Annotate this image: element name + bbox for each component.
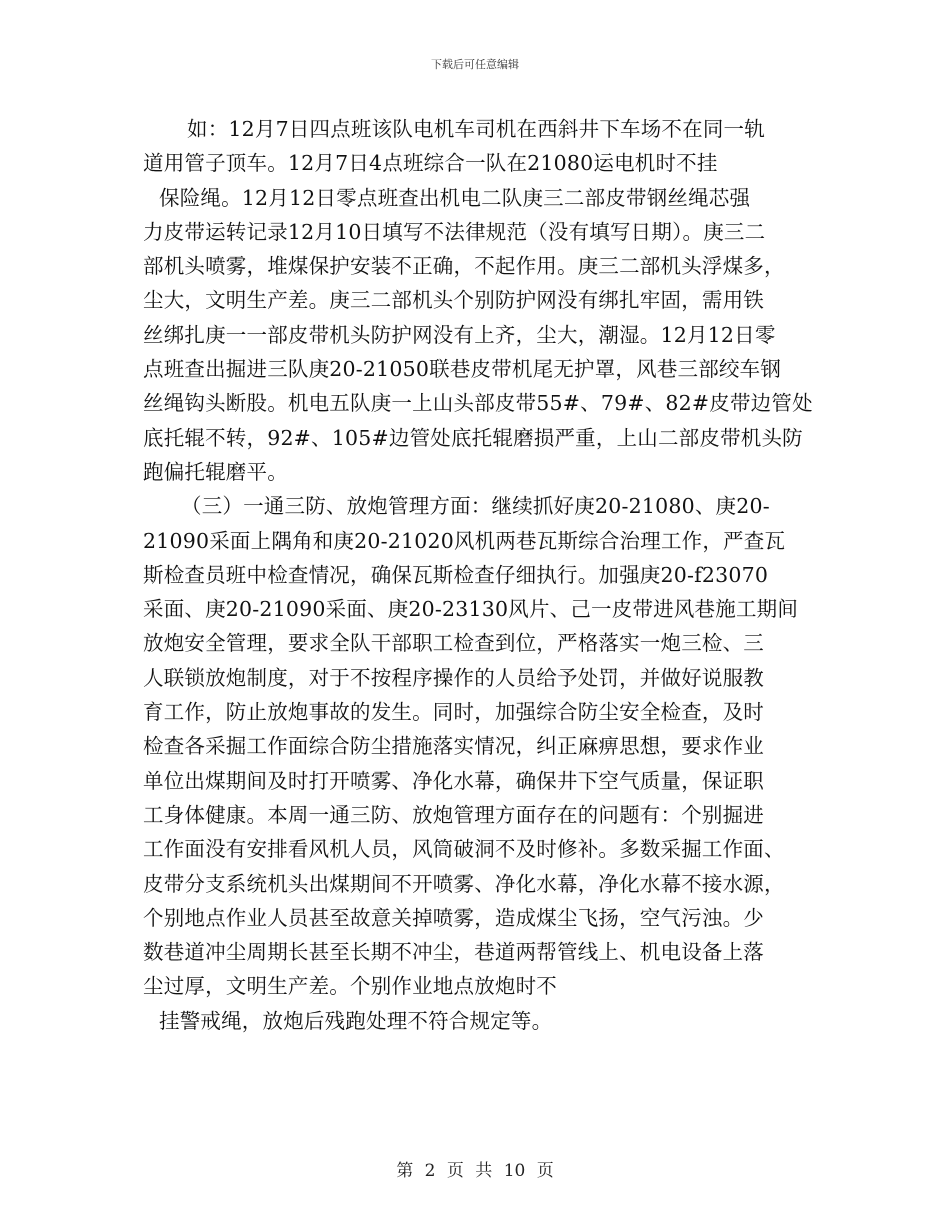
text-line: 道用管子顶车。12月7日4点班综合一队在21080运电机时不挂 — [143, 151, 718, 176]
page-header-note: 下载后可任意编辑 — [431, 58, 519, 71]
text-line: 底托辊不转，92#、105#边管处底托辊磨损严重，上山二部皮带机头防 — [143, 425, 803, 450]
document-body — [143, 112, 811, 1038]
text-line: 放炮安全管理，要求全队干部职工检查到位，严格落实一炮三检、三 — [143, 631, 764, 656]
text-line: 丝绑扎庚一一部皮带机头防护网没有上齐，尘大，潮湿。12月12日零 — [143, 322, 776, 347]
text-line: 尘大，文明生产差。庚三二部机头个别防护网没有绑扎牢固，需用铁 — [143, 288, 764, 313]
text-line: 部机头喷雾，堆煤保护安装不正确，不起作用。庚三二部机头浮煤多， — [143, 254, 785, 279]
text-line: 挂警戒绳，放炮后残跑处理不符合规定等。 — [159, 1008, 553, 1033]
text-line: 工作面没有安排看风机人员，风筒破洞不及时修补。多数采掘工作面、 — [143, 837, 785, 862]
text-line: 21090采面上隅角和庚20-21020风机两巷瓦斯综合治理工作，严查瓦 — [143, 528, 786, 553]
text-line: 人联锁放炮制度，对于不按程序操作的人员给予处罚，并做好说服教 — [143, 665, 764, 690]
text-line: 如：12月7日四点班该队电机车司机在西斜井下车场不在同一轨 — [187, 117, 765, 141]
text-line: 数巷道冲尘周期长甚至长期不冲尘，巷道两帮管线上、机电设备上落 — [143, 940, 764, 965]
text-line: 检查各采掘工作面综合防尘措施落实情况，纠正麻痹思想，要求作业 — [143, 734, 764, 759]
text-line: 跑偏托辊磨平。 — [143, 459, 288, 484]
text-line: （三）一通三防、放炮管理方面：继续抓好庚20-21080、庚20- — [181, 494, 770, 519]
text-line: 育工作，防止放炮事故的发生。同时，加强综合防尘安全检查，及时 — [143, 700, 764, 725]
text-line: 工身体健康。本周一通三防、放炮管理方面存在的问题有：个别掘进 — [143, 802, 764, 827]
text-line: 个别地点作业人员甚至故意关掉喷雾，造成煤尘飞扬，空气污浊。少 — [143, 905, 764, 930]
text-line: 单位出煤期间及时打开喷雾、净化水幕，确保井下空气质量，保证职 — [143, 768, 764, 793]
page-number-footer: 第 2 页 共 10 页 — [396, 1161, 554, 1181]
text-line: 保险绳。12月12日零点班查出机电二队庚三二部皮带钢丝绳芯强 — [159, 185, 751, 210]
text-line: 力皮带运转记录12月10日填写不法律规范（没有填写日期）。庚三二 — [143, 219, 766, 244]
text-line: 斯检查员班中检查情况，确保瓦斯检查仔细执行。加强庚20-f23070 — [143, 562, 769, 587]
text-line: 尘过厚，文明生产差。个别作业地点放炮时不 — [143, 974, 557, 999]
text-line: 丝绳钩头断股。机电五队庚一上山头部皮带55#、79#、82#皮带边管处 — [143, 391, 813, 416]
text-line: 点班查出掘进三队庚20-21050联巷皮带机尾无护罩，风巷三部绞车钢 — [143, 357, 782, 382]
text-line: 皮带分支系统机头出煤期间不开喷雾、净化水幕，净化水幕不接水源， — [143, 871, 785, 896]
text-line: 采面、庚20-21090采面、庚20-23130风片、己一皮带进风巷施工期间 — [143, 597, 799, 622]
